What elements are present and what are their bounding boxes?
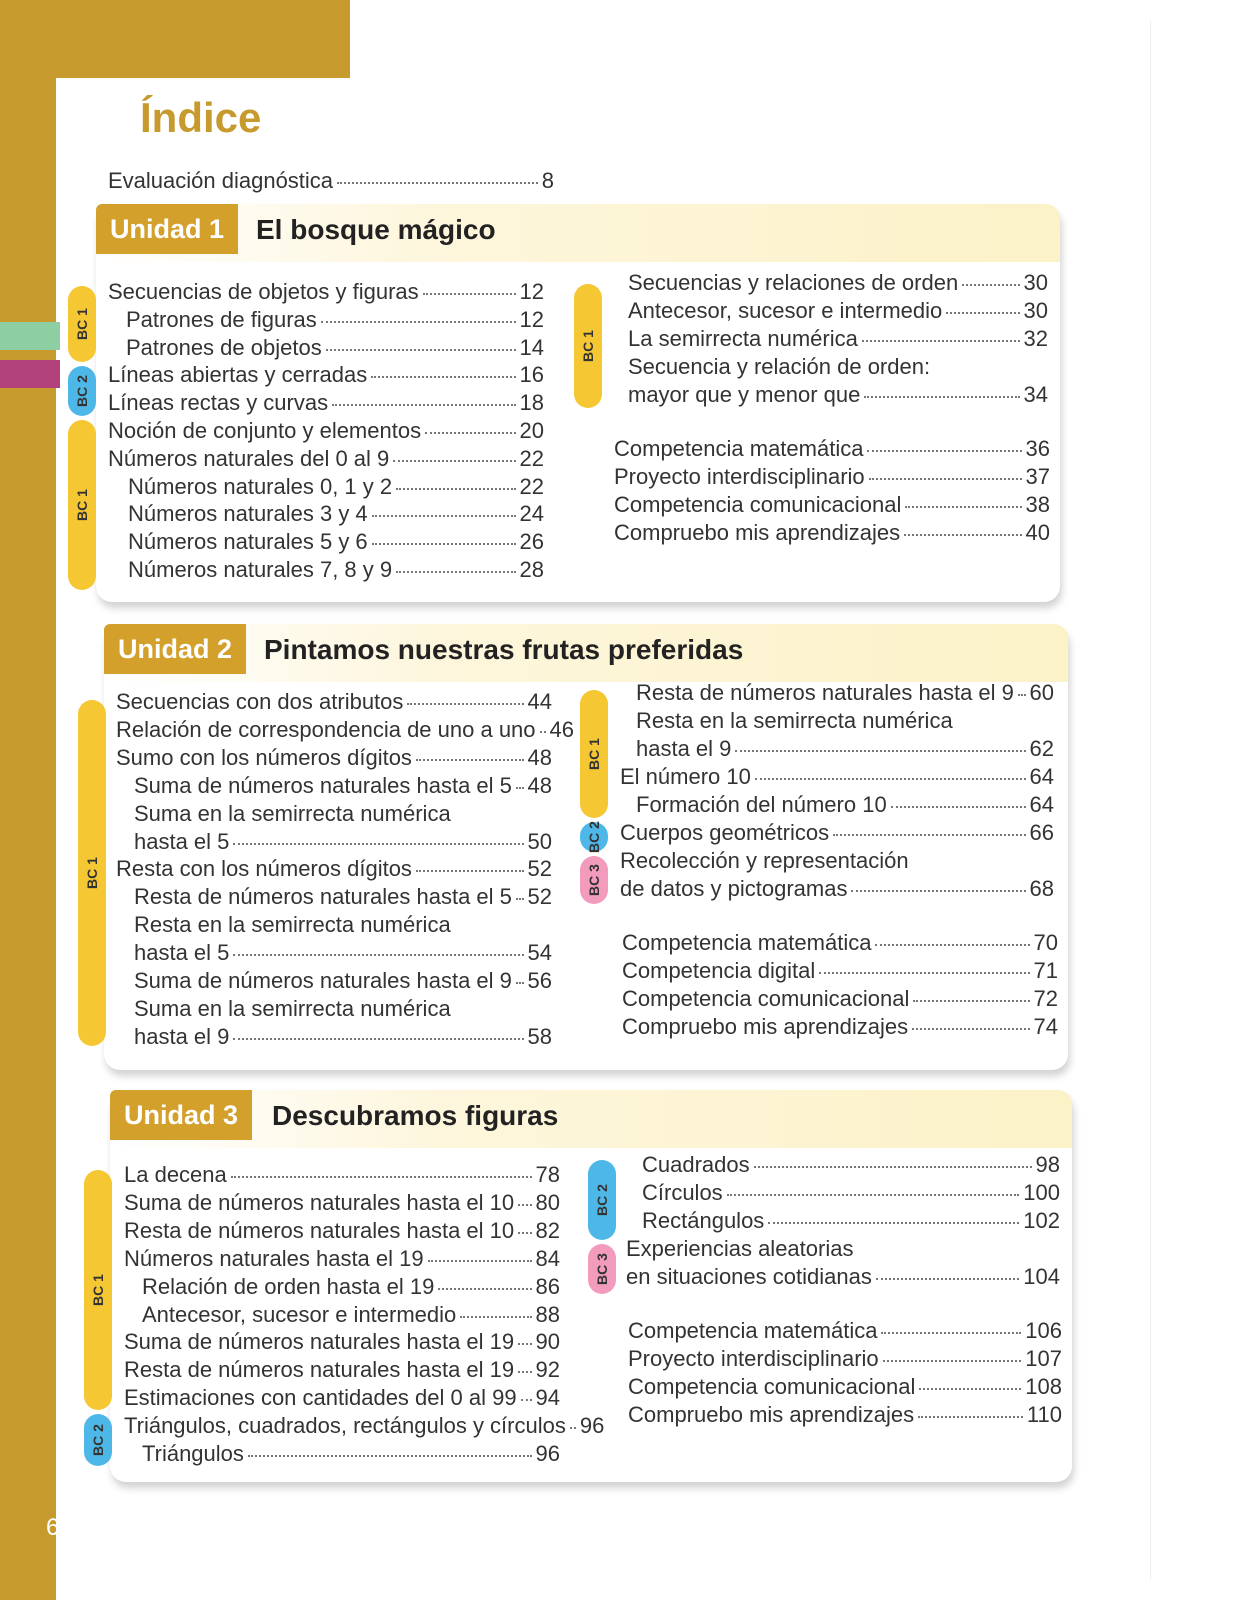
dot-leader bbox=[425, 432, 515, 434]
entry-page: 78 bbox=[535, 1162, 560, 1187]
left-color-band bbox=[0, 0, 56, 1600]
diagnostic-entry[interactable] bbox=[108, 168, 554, 194]
index-entry[interactable] bbox=[636, 680, 1054, 706]
entry-text: Resta de números naturales hasta el 9 bbox=[636, 680, 1014, 705]
entry-text: Números naturales 0, 1 y 2 bbox=[128, 473, 393, 499]
index-entry[interactable] bbox=[628, 1374, 1062, 1400]
index-entry[interactable] bbox=[622, 1014, 1058, 1040]
index-entry[interactable] bbox=[628, 1402, 1062, 1428]
entry-text: Secuencias con dos atributos bbox=[116, 689, 404, 714]
dot-leader bbox=[372, 543, 516, 545]
dot-leader bbox=[460, 1316, 531, 1318]
entry-page: 106 bbox=[1025, 1318, 1062, 1343]
dot-leader bbox=[875, 944, 1029, 946]
dot-leader bbox=[869, 478, 1022, 480]
dot-leader bbox=[883, 1360, 1022, 1362]
dot-leader bbox=[516, 787, 524, 789]
dot-leader bbox=[332, 404, 515, 406]
entry-text: Sumo con los números dígitos bbox=[116, 744, 412, 770]
entry-page: 74 bbox=[1033, 1014, 1058, 1039]
entry-text: Compruebo mis aprendizajes bbox=[622, 1014, 909, 1039]
entry-page: 26 bbox=[519, 529, 544, 555]
entry-page: 30 bbox=[1023, 298, 1048, 323]
dot-leader bbox=[521, 1399, 532, 1401]
dot-leader bbox=[1018, 694, 1026, 696]
bc2-tab: BC 2 bbox=[84, 1414, 112, 1466]
entry-page: 54 bbox=[527, 940, 552, 966]
index-entry[interactable] bbox=[108, 362, 544, 388]
entry-page: 48 bbox=[527, 744, 552, 770]
page-edge-line bbox=[1150, 20, 1151, 1580]
entry-page: 66 bbox=[1029, 820, 1054, 845]
index-entry[interactable] bbox=[128, 529, 544, 555]
index-entry[interactable] bbox=[126, 307, 544, 333]
entry-page: 86 bbox=[535, 1273, 560, 1299]
index-entry[interactable] bbox=[124, 1385, 560, 1411]
index-entry[interactable] bbox=[128, 501, 544, 527]
dot-leader bbox=[904, 534, 1021, 536]
entry-text: Números naturales 5 y 6 bbox=[128, 529, 368, 555]
index-entry[interactable] bbox=[642, 1208, 1060, 1234]
entry-page: 32 bbox=[1023, 326, 1048, 351]
entry-text: La decena bbox=[124, 1162, 227, 1187]
bc1-tab: BC 1 bbox=[84, 1170, 112, 1410]
entry-text: Líneas rectas y curvas bbox=[108, 390, 329, 416]
index-entry[interactable] bbox=[134, 968, 552, 994]
index-entry[interactable] bbox=[628, 326, 1048, 352]
page-number: 6 bbox=[46, 1514, 60, 1541]
unit-title: El bosque mágico bbox=[256, 214, 496, 245]
entry-page: 50 bbox=[527, 828, 552, 854]
entry-text: Resta con los números dígitos bbox=[116, 856, 412, 882]
index-entry[interactable] bbox=[134, 829, 552, 855]
dot-leader bbox=[518, 1343, 531, 1345]
index-entry[interactable] bbox=[124, 1357, 560, 1383]
index-entry-continued[interactable]: Resta en la semirrecta numérica bbox=[134, 912, 451, 938]
entry-page: 37 bbox=[1025, 464, 1050, 489]
entry-page: 92 bbox=[535, 1357, 560, 1383]
index-entry[interactable] bbox=[116, 745, 552, 771]
entry-text: Evaluación diagnóstica bbox=[108, 168, 334, 193]
dot-leader bbox=[946, 312, 1019, 314]
entry-page: 82 bbox=[535, 1217, 560, 1243]
entry-text: Números naturales del 0 al 9 bbox=[108, 445, 390, 471]
index-entry[interactable] bbox=[108, 279, 544, 305]
index-entry[interactable] bbox=[620, 764, 1054, 790]
entry-text: hasta el 5 bbox=[134, 940, 230, 966]
entry-page: 22 bbox=[519, 445, 544, 471]
bc3-tab: BC 3 bbox=[580, 856, 608, 904]
entry-page: 71 bbox=[1033, 958, 1058, 983]
entry-text: Antecesor, sucesor e intermedio bbox=[628, 298, 943, 323]
index-entry-continued[interactable]: Experiencias aleatorias bbox=[626, 1236, 854, 1261]
index-entry[interactable] bbox=[620, 820, 1054, 846]
index-entry[interactable] bbox=[134, 884, 552, 910]
entry-text: de datos y pictogramas bbox=[620, 876, 848, 901]
entry-page: 88 bbox=[535, 1301, 560, 1327]
entry-page: 72 bbox=[1033, 986, 1058, 1011]
index-entry[interactable] bbox=[614, 520, 1050, 546]
index-entry[interactable] bbox=[108, 418, 544, 444]
dot-leader bbox=[396, 571, 515, 573]
dot-leader bbox=[851, 890, 1025, 892]
bc2-tab: BC 2 bbox=[580, 822, 608, 852]
dot-leader bbox=[416, 870, 524, 872]
entry-page: 56 bbox=[527, 968, 552, 993]
index-entry[interactable] bbox=[134, 940, 552, 966]
dot-leader bbox=[326, 349, 516, 351]
entry-text: Triángulos bbox=[142, 1441, 244, 1466]
entry-page: 98 bbox=[1035, 1152, 1060, 1177]
index-entry-continued[interactable]: Secuencia y relación de orden: bbox=[628, 354, 931, 379]
index-entry[interactable] bbox=[116, 716, 575, 743]
unit-label[interactable]: Unidad 3 bbox=[110, 1090, 252, 1140]
entry-page: 16 bbox=[519, 362, 544, 388]
dot-leader bbox=[337, 182, 538, 184]
index-entry[interactable] bbox=[124, 1190, 560, 1216]
dot-leader bbox=[876, 1278, 1019, 1280]
dot-leader bbox=[727, 1194, 1020, 1196]
dot-leader bbox=[231, 1176, 532, 1178]
entry-page: 64 bbox=[1029, 764, 1054, 789]
index-entry[interactable] bbox=[622, 986, 1058, 1012]
entry-text: Competencia matemática bbox=[628, 1318, 878, 1343]
entry-page: 12 bbox=[519, 306, 544, 332]
index-entry[interactable] bbox=[126, 335, 544, 361]
entry-text: Competencia comunicacional bbox=[628, 1374, 916, 1399]
entry-text: Suma de números naturales hasta el 9 bbox=[134, 968, 512, 993]
dot-leader bbox=[372, 515, 516, 517]
entry-text: Competencia comunicacional bbox=[614, 492, 902, 517]
dot-leader bbox=[819, 972, 1029, 974]
unit-title: Pintamos nuestras frutas preferidas bbox=[264, 634, 744, 665]
index-entry[interactable] bbox=[626, 1264, 1060, 1290]
entry-page: 108 bbox=[1025, 1374, 1062, 1399]
index-entry[interactable] bbox=[642, 1180, 1060, 1206]
entry-text: Resta de números naturales hasta el 5 bbox=[134, 884, 512, 910]
entry-page: 62 bbox=[1029, 736, 1054, 761]
index-entry[interactable] bbox=[620, 876, 1054, 902]
index-entry[interactable] bbox=[628, 1318, 1062, 1344]
entry-text: Proyecto interdisciplinario bbox=[614, 464, 865, 489]
index-entry[interactable] bbox=[124, 1246, 560, 1272]
entry-text: Resta de números naturales hasta el 10 bbox=[124, 1217, 515, 1243]
side-green-stripe bbox=[0, 322, 60, 350]
entry-text: Suma de números naturales hasta el 19 bbox=[124, 1329, 515, 1355]
entry-page: 64 bbox=[1029, 792, 1054, 817]
entry-page: 70 bbox=[1033, 930, 1058, 955]
entry-text: Suma de números naturales hasta el 5 bbox=[134, 772, 512, 798]
entry-page: 40 bbox=[1025, 520, 1050, 545]
dot-leader bbox=[918, 1416, 1023, 1418]
entry-text: Noción de conjunto y elementos bbox=[108, 418, 422, 443]
entry-text: Círculos bbox=[642, 1180, 723, 1205]
entry-page: 80 bbox=[535, 1189, 560, 1215]
entry-page: 100 bbox=[1023, 1180, 1060, 1205]
index-entry[interactable] bbox=[142, 1441, 560, 1467]
entry-text: Competencia matemática bbox=[614, 436, 864, 461]
dot-leader bbox=[518, 1204, 531, 1206]
unit-header-band bbox=[110, 1090, 1072, 1148]
unit-header-band bbox=[96, 204, 1060, 262]
entry-page: 38 bbox=[1025, 492, 1050, 517]
dot-leader bbox=[516, 982, 524, 984]
entry-page: 46 bbox=[549, 716, 575, 742]
index-entry[interactable] bbox=[116, 856, 552, 882]
dot-leader bbox=[248, 1455, 532, 1457]
dot-leader bbox=[423, 293, 516, 295]
entry-page: 52 bbox=[527, 856, 552, 882]
index-entry[interactable] bbox=[128, 474, 544, 500]
entry-text: Relación de correspondencia de uno a uno bbox=[116, 716, 536, 742]
dot-leader bbox=[891, 806, 1026, 808]
entry-text: mayor que y menor que bbox=[628, 382, 861, 407]
entry-text: Proyecto interdisciplinario bbox=[628, 1346, 879, 1371]
dot-leader bbox=[396, 488, 515, 490]
index-entry[interactable] bbox=[116, 689, 552, 715]
entry-text: Cuerpos geométricos bbox=[620, 820, 830, 845]
dot-leader bbox=[416, 759, 524, 761]
dot-leader bbox=[755, 778, 1026, 780]
entry-text: Competencia digital bbox=[622, 958, 816, 983]
entry-page: 107 bbox=[1025, 1346, 1062, 1371]
dot-leader bbox=[393, 460, 515, 462]
entry-text: Patrones de objetos bbox=[126, 334, 322, 360]
entry-text: Antecesor, sucesor e intermedio bbox=[142, 1301, 457, 1327]
page-title: Índice bbox=[140, 94, 262, 141]
dot-leader bbox=[905, 506, 1021, 508]
index-entry[interactable] bbox=[134, 1024, 552, 1050]
index-entry[interactable] bbox=[134, 773, 552, 799]
entry-page: 94 bbox=[535, 1385, 560, 1411]
entry-text: Resta de números naturales hasta el 19 bbox=[124, 1357, 515, 1383]
index-entry[interactable] bbox=[628, 1346, 1062, 1372]
entry-page: 90 bbox=[535, 1329, 560, 1355]
index-entry[interactable] bbox=[124, 1218, 560, 1244]
unit-label[interactable]: Unidad 2 bbox=[104, 624, 246, 674]
dot-leader bbox=[233, 1038, 523, 1040]
dot-leader bbox=[518, 1371, 531, 1373]
bc1-tab: BC 1 bbox=[574, 284, 602, 408]
dot-leader bbox=[516, 898, 524, 900]
index-entry-continued[interactable]: Resta en la semirrecta numérica bbox=[636, 708, 953, 733]
index-entry[interactable] bbox=[622, 958, 1058, 984]
dot-leader bbox=[754, 1166, 1032, 1168]
dot-leader bbox=[735, 750, 1025, 752]
index-entry[interactable] bbox=[636, 736, 1054, 762]
dot-leader bbox=[570, 1427, 576, 1429]
entry-page: 24 bbox=[519, 501, 544, 527]
dot-leader bbox=[438, 1288, 531, 1290]
entry-page: 48 bbox=[527, 772, 552, 798]
index-entry[interactable] bbox=[124, 1162, 560, 1188]
index-entry[interactable] bbox=[614, 464, 1050, 490]
entry-page: 28 bbox=[519, 557, 544, 582]
entry-page: 58 bbox=[527, 1023, 552, 1049]
entry-page: 60 bbox=[1029, 680, 1054, 705]
entry-text: Rectángulos bbox=[642, 1208, 765, 1233]
index-entry[interactable] bbox=[142, 1274, 560, 1300]
entry-text: Competencia comunicacional bbox=[622, 986, 910, 1011]
entry-page: 34 bbox=[1023, 382, 1048, 407]
dot-leader bbox=[233, 843, 523, 845]
dot-leader bbox=[233, 954, 523, 956]
entry-text: Estimaciones con cantidades del 0 al 99 bbox=[124, 1385, 517, 1411]
dot-leader bbox=[833, 834, 1025, 836]
dot-leader bbox=[407, 703, 523, 705]
entry-page: 30 bbox=[1023, 270, 1048, 295]
index-entry-continued[interactable]: Suma en la semirrecta numérica bbox=[134, 800, 451, 826]
entry-page: 20 bbox=[519, 418, 544, 443]
entry-page: 96 bbox=[535, 1441, 560, 1466]
entry-text: Líneas abiertas y cerradas bbox=[108, 362, 368, 388]
entry-text: hasta el 9 bbox=[134, 1023, 230, 1049]
index-entry[interactable] bbox=[614, 492, 1050, 518]
index-entry[interactable] bbox=[628, 382, 1048, 408]
index-entry[interactable] bbox=[628, 270, 1048, 296]
bc1-tab: BC 1 bbox=[78, 700, 106, 1046]
entry-page: 36 bbox=[1025, 436, 1050, 461]
entry-page: 44 bbox=[527, 689, 552, 714]
entry-page: 14 bbox=[519, 334, 544, 360]
entry-text: Relación de orden hasta el 19 bbox=[142, 1273, 435, 1299]
bc1-tab: BC 1 bbox=[580, 690, 608, 818]
entry-text: Compruebo mis aprendizajes bbox=[614, 520, 901, 545]
entry-page: 68 bbox=[1029, 876, 1054, 901]
entry-text: hasta el 9 bbox=[636, 736, 732, 761]
entry-page: 102 bbox=[1023, 1208, 1060, 1233]
index-entry[interactable] bbox=[108, 390, 544, 416]
entry-page: 104 bbox=[1023, 1264, 1060, 1289]
index-entry-continued[interactable]: Recolección y representación bbox=[620, 848, 909, 873]
dot-leader bbox=[913, 1000, 1029, 1002]
bc2-tab: BC 2 bbox=[68, 366, 96, 416]
index-entry[interactable] bbox=[622, 930, 1058, 956]
entry-text: Secuencias de objetos y figuras bbox=[108, 279, 419, 304]
entry-text: Formación del número 10 bbox=[636, 792, 887, 817]
dot-leader bbox=[768, 1222, 1019, 1224]
entry-text: Cuadrados bbox=[642, 1152, 750, 1177]
entry-page: 22 bbox=[519, 473, 544, 499]
index-entry[interactable] bbox=[614, 436, 1050, 462]
dot-leader bbox=[919, 1388, 1021, 1390]
index-entry[interactable] bbox=[108, 446, 544, 472]
entry-text: Secuencias y relaciones de orden bbox=[628, 270, 959, 295]
entry-text: Suma de números naturales hasta el 10 bbox=[124, 1189, 515, 1215]
dot-leader bbox=[518, 1232, 531, 1234]
dot-leader bbox=[428, 1260, 532, 1262]
entry-text: en situaciones cotidianas bbox=[626, 1264, 872, 1289]
dot-leader bbox=[864, 396, 1019, 398]
entry-text: hasta el 5 bbox=[134, 828, 230, 854]
entry-text: Competencia matemática bbox=[622, 930, 872, 955]
entry-page: 8 bbox=[541, 168, 554, 193]
unit-label[interactable]: Unidad 1 bbox=[96, 204, 238, 254]
dot-leader bbox=[962, 284, 1019, 286]
entry-text: Triángulos, cuadrados, rectángulos y círculos bbox=[124, 1413, 566, 1439]
entry-text: El número 10 bbox=[620, 764, 751, 789]
bc2-tab: BC 2 bbox=[588, 1160, 616, 1240]
dot-leader bbox=[881, 1332, 1021, 1334]
entry-text: Compruebo mis aprendizajes bbox=[628, 1402, 915, 1427]
dot-leader bbox=[540, 731, 546, 733]
index-entry[interactable] bbox=[642, 1152, 1060, 1178]
dot-leader bbox=[321, 321, 516, 323]
index-entry-continued[interactable]: Suma en la semirrecta numérica bbox=[134, 995, 451, 1021]
entry-text: Números naturales 3 y 4 bbox=[128, 501, 368, 527]
index-entry[interactable] bbox=[124, 1329, 560, 1355]
entry-text: Patrones de figuras bbox=[126, 306, 317, 332]
bc1-tab: BC 1 bbox=[68, 286, 96, 362]
bc1-tab: BC 1 bbox=[68, 420, 96, 590]
entry-page: 18 bbox=[519, 390, 544, 416]
entry-page: 52 bbox=[527, 884, 552, 910]
entry-page: 96 bbox=[579, 1413, 605, 1439]
entry-page: 12 bbox=[519, 279, 544, 304]
index-entry[interactable] bbox=[636, 792, 1054, 818]
index-entry[interactable] bbox=[628, 298, 1048, 324]
entry-text: Números naturales 7, 8 y 9 bbox=[128, 557, 393, 582]
index-entry[interactable] bbox=[124, 1413, 605, 1439]
index-entry[interactable] bbox=[142, 1302, 560, 1328]
dot-leader bbox=[867, 450, 1021, 452]
bc3-tab: BC 3 bbox=[588, 1244, 616, 1294]
entry-page: 84 bbox=[535, 1245, 560, 1271]
dot-leader bbox=[862, 340, 1020, 342]
entry-text: Números naturales hasta el 19 bbox=[124, 1245, 424, 1271]
index-entry[interactable] bbox=[128, 557, 544, 583]
side-purple-stripe bbox=[0, 360, 60, 388]
entry-text: La semirrecta numérica bbox=[628, 326, 858, 351]
entry-page: 110 bbox=[1026, 1402, 1062, 1427]
dot-leader bbox=[371, 376, 515, 378]
unit-title: Descubramos figuras bbox=[272, 1100, 559, 1131]
dot-leader bbox=[912, 1028, 1029, 1030]
